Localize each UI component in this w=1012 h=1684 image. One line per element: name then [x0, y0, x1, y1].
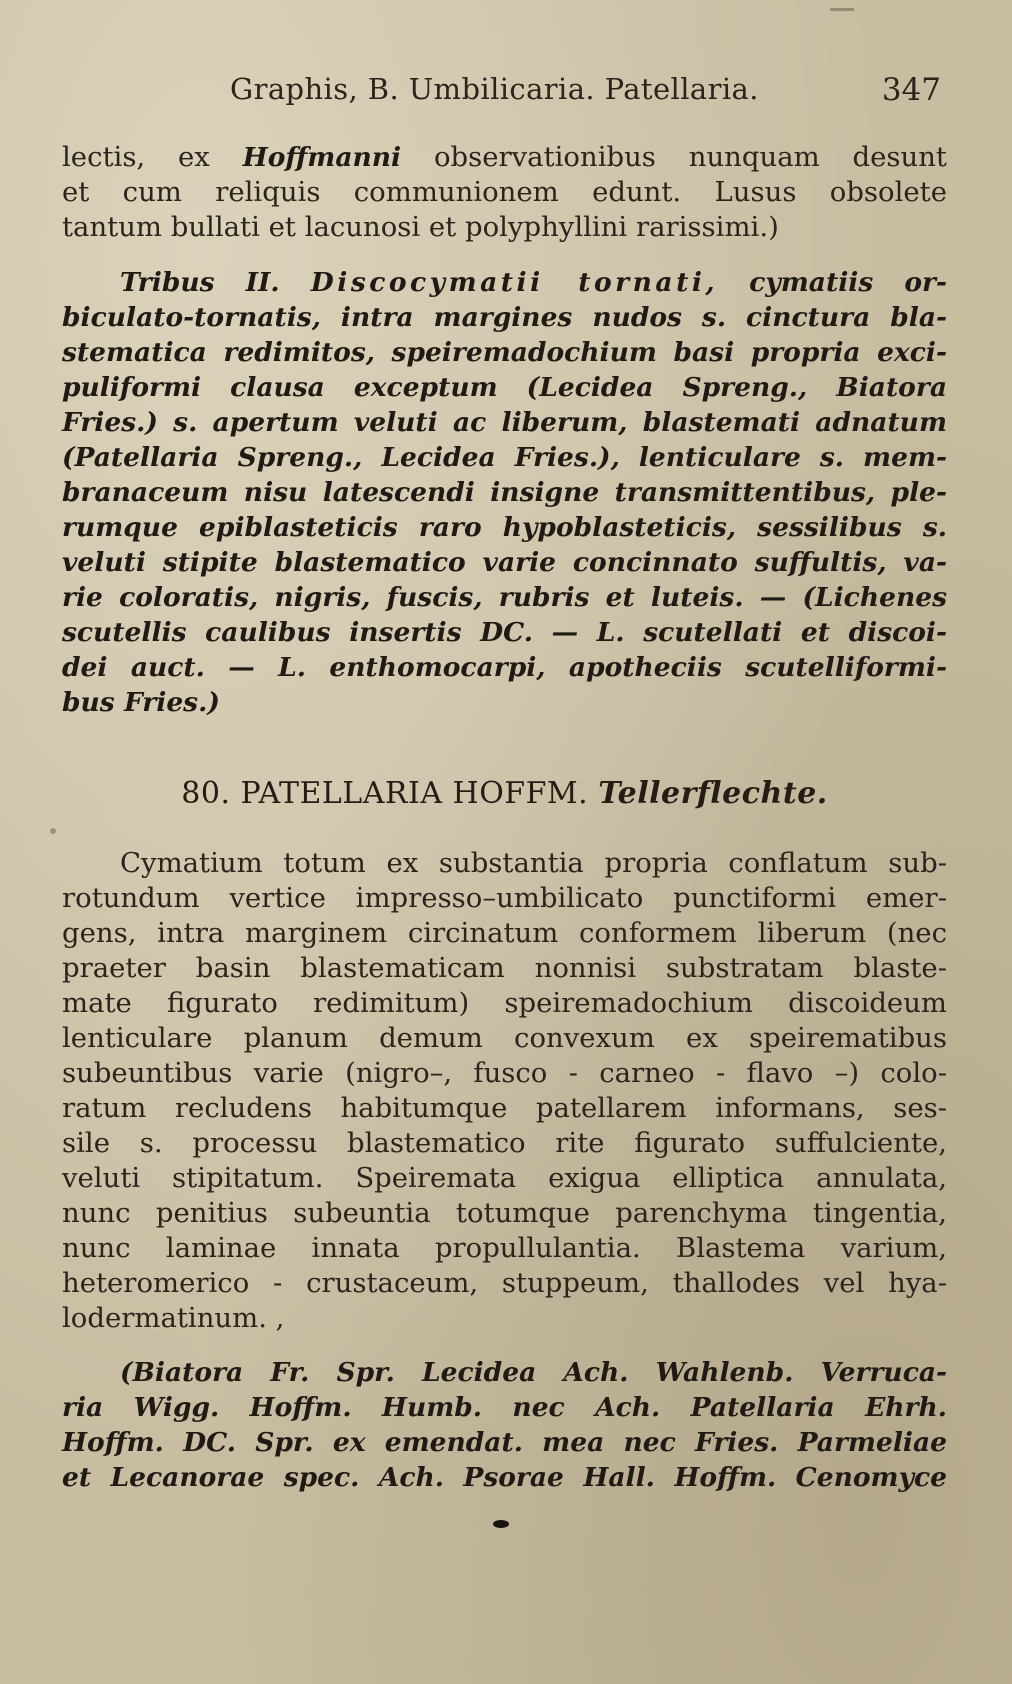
paper-mark-decoration [830, 8, 854, 11]
text-line: Tribus II. Discocymatii tornati, cymatiis or- [120, 267, 947, 298]
text-line: praeter basin blastematicam nonnisi substratam blaste- [62, 952, 947, 984]
text-line: et Lecanorae spec. Ach. Psorae Hall. Hoffm. Cenomyce [62, 1462, 947, 1493]
text-line: lectis, ex Hoffmanni observationibus nunquam desunt [62, 141, 947, 173]
text-line: dei auct. — L. enthomocarpi, apotheciis scutelliformi- [62, 652, 947, 683]
text-line: puliformi clausa exceptum (Lecidea Spreng., Biatora [62, 372, 947, 403]
page-number: 347 [881, 72, 941, 108]
text-line: veluti stipite blastematico varie concinnato suffultis, va- [62, 547, 947, 578]
text-line: Hoffm. DC. Spr. ex emendat. mea nec Fries. Parmeliae [62, 1427, 947, 1458]
text-line: subeuntibus varie (nigro–, fusco - carneo - flavo –) colo- [62, 1057, 947, 1089]
description-paragraph [62, 846, 947, 1336]
text-line: lenticulare planum demum convexum ex speirematibus [62, 1022, 947, 1054]
text-line: scutellis caulibus insertis DC. — L. scutellati et discoi- [62, 617, 947, 648]
running-head [62, 72, 947, 112]
section-heading [62, 776, 947, 811]
text-line: rie coloratis, nigris, fuscis, rubris et luteis. — (Lichenes [62, 582, 947, 613]
ink-spot-decoration [493, 1520, 509, 1528]
text-line: ratum recludens habitumque patellarem informans, ses- [62, 1092, 947, 1124]
text-line: veluti stipitatum. Speiremata exigua elliptica annulata, [62, 1162, 947, 1194]
text-line: nunc penitius subeuntia totumque parenchyma tingentia, [62, 1197, 947, 1229]
intro-paragraph [62, 140, 947, 245]
text-line: gens, intra marginem circinatum conformem liberum (nec [62, 917, 947, 949]
text-line: bus Fries.) [62, 687, 220, 718]
text-line: Fries.) s. apertum veluti ac liberum, blastemati adnatum [62, 407, 947, 438]
text-line: mate figurato redimitum) speiremadochium discoideum [62, 987, 947, 1019]
text-line: ria Wigg. Hoffm. Humb. nec Ach. Patellaria Ehrh. [62, 1392, 947, 1423]
text-line: stematica redimitos, speiremadochium basi propria exci- [62, 337, 947, 368]
text-line: branaceum nisu latescendi insigne transmittentibus, ple- [62, 477, 947, 508]
text-line: nunc laminae innata propullulantia. Blastema varium, [62, 1232, 947, 1264]
text-line: heteromerico - crustaceum, stuppeum, thallodes vel hya- [62, 1267, 947, 1299]
text-line: biculato-tornatis, intra margines nudos s. cinctura bla- [62, 302, 947, 333]
tribus-paragraph [62, 265, 947, 720]
tribus-name: Discocymatii tornati, [310, 267, 719, 298]
text-line: (Biatora Fr. Spr. Lecidea Ach. Wahlenb. Verruca- [120, 1357, 947, 1388]
text-line: sile s. processu blastematico rite figurato suffulciente, [62, 1127, 947, 1159]
text-line: rumque epiblasteticis raro hypoblasteticis, sessilibus s. [62, 512, 947, 543]
genus-heading: 80. PATELLARIA HOFFM. [181, 776, 589, 811]
text-line: rotundum vertice impresso–umbilicato punctiformi emer- [62, 882, 947, 914]
text-line: Cymatium totum ex substantia propria conflatum sub- [120, 847, 947, 879]
running-title: Graphis, B. Umbilicaria. Patellaria. [230, 72, 759, 106]
text-line: (Patellaria Spreng., Lecidea Fries.), lenticulare s. mem- [62, 442, 947, 473]
text-line: et cum reliquis communionem edunt. Lusus obsolete [62, 176, 947, 208]
common-name: Tellerflechte. [598, 776, 828, 811]
book-page [62, 0, 947, 1684]
tribus-label: Tribus II. [120, 267, 280, 298]
text-line: lodermatinum. , [62, 1302, 285, 1334]
synonymy-paragraph [62, 1355, 947, 1495]
text-line: tantum bullati et lacunosi et polyphyllini rarissimi.) [62, 211, 779, 243]
paper-mark-decoration [50, 828, 56, 834]
